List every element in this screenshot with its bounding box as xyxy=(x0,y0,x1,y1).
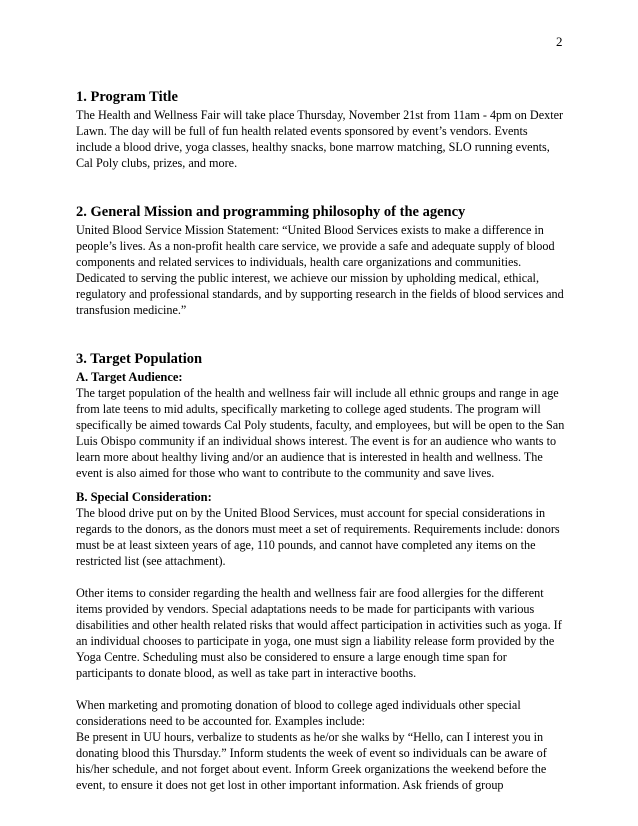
section-general-mission xyxy=(76,203,566,318)
section-heading: 2. General Mission and programming philosophy of the agency xyxy=(76,204,466,220)
paragraph: Be present in UU hours, verbalize to students as he/or she walks by “Hello, can I interest you in donating blood this Thursday.” Inform students the week of event so individuals can be aware of his/her schedule, and not forget about event. Inform Greek organizations the weekend before the event, to ensure it does not get lost in other important information. Ask friends of group xyxy=(76,730,547,792)
subsection-heading: A. Target Audience: xyxy=(76,370,183,384)
document-body xyxy=(76,88,566,793)
section-program-title xyxy=(76,88,566,171)
page-number: 2 xyxy=(556,34,563,49)
section-heading: 1. Program Title xyxy=(76,89,178,105)
paragraph: The blood drive put on by the United Blood Services, must account for special considerations in regards to the donors, as the donors must meet a set of requirements. Requirements include: donors must be at least sixteen years of age, 110 pounds, and cannot have completed any items on the restricted list (see attachment). xyxy=(76,506,560,568)
section-target-population xyxy=(76,350,566,793)
subsection-heading: B. Special Consideration: xyxy=(76,490,212,504)
subsection-special-consideration xyxy=(76,489,566,793)
paragraph: United Blood Service Mission Statement: “United Blood Services exists to make a difference in people’s lives. As a non-profit health care service, we provide a safe and adequate supply of blood components and related services to individuals, health care organizations and communities. Dedicated to serving the public interest, we achieve our mission by upholding medical, ethical, regulatory and professional standards, and by supporting research in the fields of blood services and transfusion medicine.” xyxy=(76,223,564,317)
paragraph: The Health and Wellness Fair will take place Thursday, November 21st from 11am - 4pm on Dexter Lawn. The day will be full of fun health related events sponsored by event’s vendors. Events include a blood drive, yoga classes, healthy snacks, bone marrow matching, SLO running events, Cal Poly clubs, prizes, and more. xyxy=(76,108,564,170)
paragraph: The target population of the health and wellness fair will include all ethnic groups and range in age from late teens to mid adults, specifically marketing to college aged students. The program will specifically be aimed towards Cal Poly students, faculty, and employees, but will be open to the San Luis Obispo community if an individual shows interest. The event is for an audience who wants to learn more about healthy living and/or an audience that is interested in health and wellness. The event is also aimed for those who want to contribute to the community and save lives. xyxy=(76,386,565,480)
paragraph: Other items to consider regarding the health and wellness fair are food allergies for the different items provided by vendors. Special adaptations needs to be made for participants with various disabilities and other health related risks that would affect participation in activities such as yoga. If an individual chooses to participate in yoga, one must sign a liability release form provided by the Yoga Centre. Scheduling must also be considered to ensure a large enough time span for participants to donate blood, as well as take part in interactive booths. xyxy=(76,586,562,680)
section-heading: 3. Target Population xyxy=(76,351,203,367)
paragraph: When marketing and promoting donation of blood to college aged individuals other special considerations need to be accounted for. Examples include: xyxy=(76,698,521,728)
subsection-target-audience xyxy=(76,369,566,481)
